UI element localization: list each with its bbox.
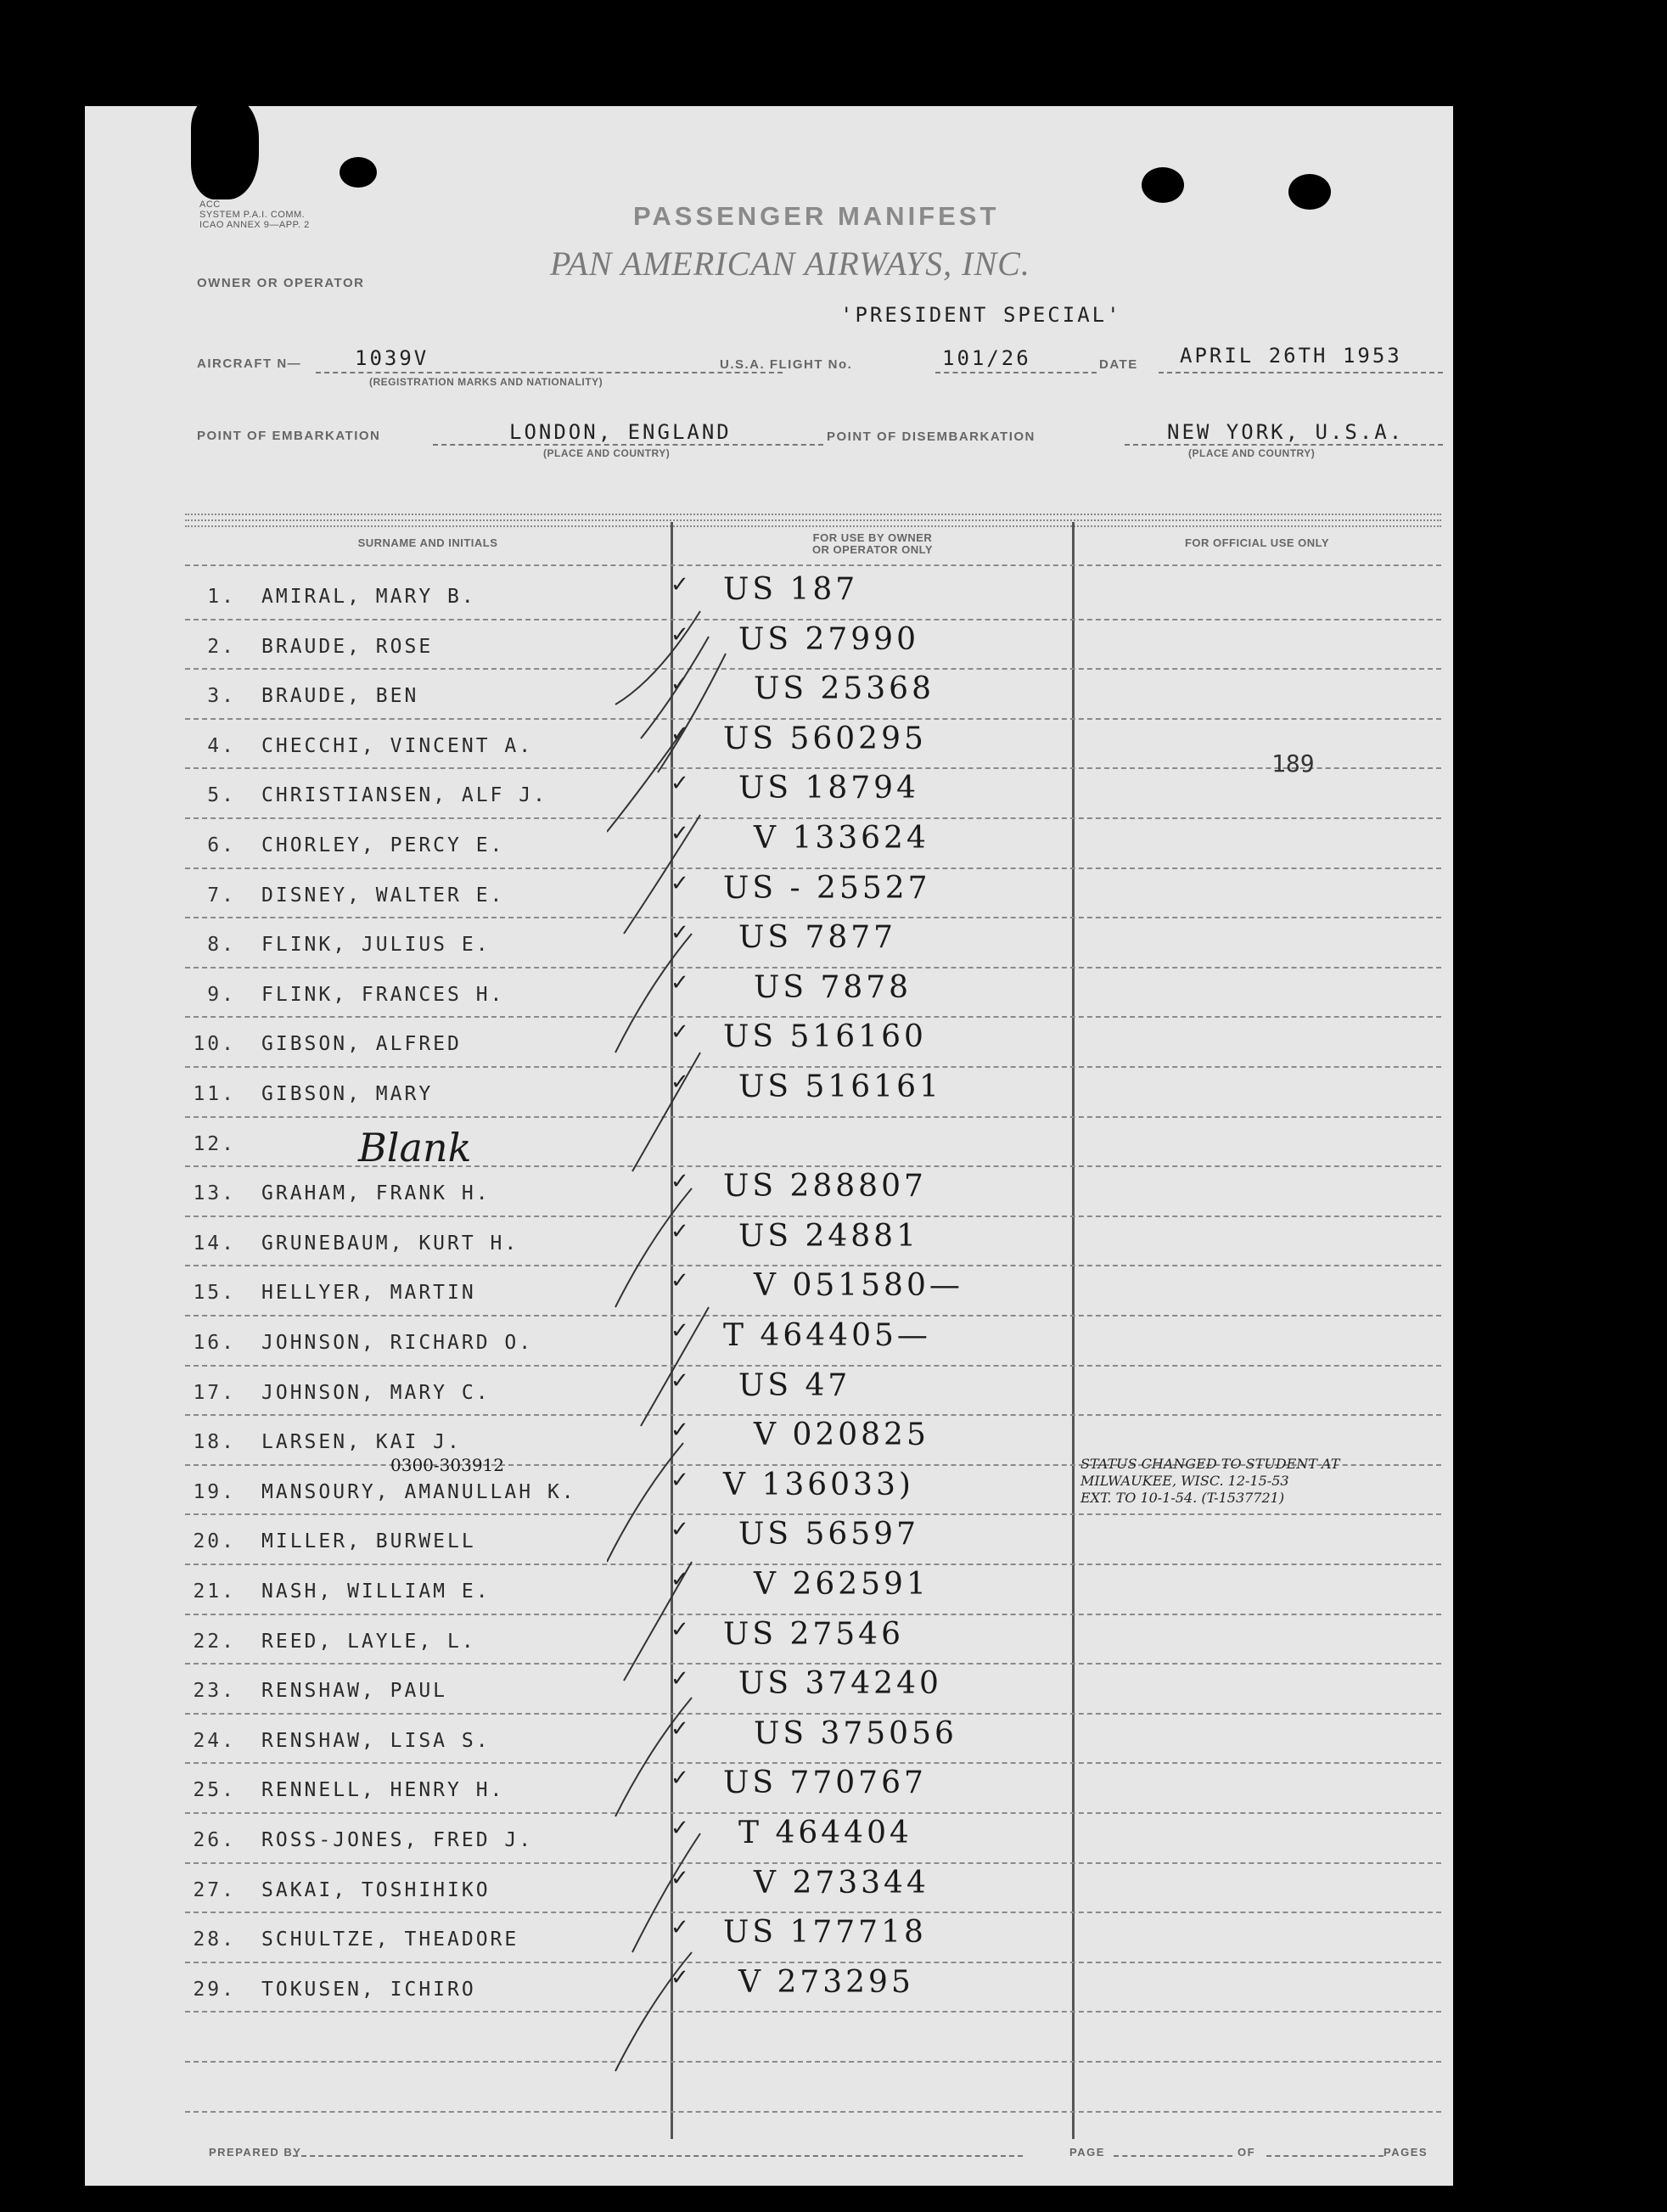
passport-number: US 288807 bbox=[723, 1169, 927, 1204]
passport-number: V 273344 bbox=[754, 1865, 929, 1900]
row-divider bbox=[185, 1862, 1441, 1864]
passport-number: US 24881 bbox=[738, 1218, 919, 1254]
check-mark: ✓ bbox=[671, 969, 689, 996]
row-number: 8. bbox=[207, 934, 236, 957]
row-number: 20. bbox=[193, 1530, 236, 1553]
form-title: PASSENGER MANIFEST bbox=[633, 201, 1000, 231]
passenger-name: DISNEY, WALTER E. bbox=[261, 884, 505, 907]
check-mark: ✓ bbox=[671, 1766, 689, 1792]
date-value: APRIL 26TH 1953 bbox=[1180, 344, 1402, 368]
aircraft-sub: (REGISTRATION MARKS AND NATIONALITY) bbox=[369, 376, 603, 388]
aircraft-value: 1039V bbox=[355, 346, 429, 370]
aircraft-label: AIRCRAFT N— bbox=[197, 357, 302, 371]
passport-number: V 262591 bbox=[754, 1567, 929, 1602]
row-divider bbox=[185, 1365, 1441, 1367]
row-number: 1. bbox=[207, 586, 236, 608]
row-divider bbox=[185, 1912, 1441, 1913]
row-divider bbox=[185, 1564, 1441, 1565]
punch-hole bbox=[340, 157, 377, 188]
official-note: STATUS CHANGED TO STUDENT AT MILWAUKEE, WISC. 12-15-53 EXT. TO 10-1-54. (T-1537721) bbox=[1080, 1456, 1340, 1506]
row-number: 10. bbox=[193, 1033, 236, 1056]
check-mark: ✓ bbox=[671, 870, 689, 896]
check-marks bbox=[607, 577, 777, 2122]
row-number: 23. bbox=[193, 1680, 236, 1703]
check-mark: ✓ bbox=[671, 920, 689, 946]
pages-label: PAGES bbox=[1384, 2146, 1428, 2159]
row-number: 5. bbox=[207, 784, 236, 807]
row-divider bbox=[185, 1812, 1441, 1814]
row-number: 17. bbox=[193, 1381, 236, 1404]
passenger-name: BRAUDE, ROSE bbox=[261, 635, 434, 658]
passport-number: US 25368 bbox=[754, 671, 935, 707]
passport-number: US 7878 bbox=[754, 969, 912, 1005]
passport-number: US 560295 bbox=[723, 721, 927, 756]
check-mark: ✓ bbox=[671, 621, 689, 648]
check-mark: ✓ bbox=[671, 1169, 689, 1195]
passport-number: V 133624 bbox=[754, 821, 929, 856]
row-number: 14. bbox=[193, 1232, 236, 1255]
prepared-by-label: PREPARED BY bbox=[209, 2146, 302, 2159]
row-number: 13. bbox=[193, 1182, 236, 1205]
row12-handwriting: Blank bbox=[358, 1125, 472, 1171]
row-divider bbox=[185, 1663, 1441, 1665]
passport-number: T 464405— bbox=[723, 1318, 931, 1353]
passenger-name: MILLER, BURWELL bbox=[261, 1530, 476, 1553]
passenger-name: CHORLEY, PERCY E. bbox=[261, 834, 505, 856]
passenger-name: HELLYER, MARTIN bbox=[261, 1282, 476, 1305]
row-divider bbox=[185, 1513, 1441, 1515]
row-number: 25. bbox=[193, 1779, 236, 1802]
row-divider bbox=[185, 1215, 1441, 1217]
passport-number: V 020825 bbox=[754, 1418, 929, 1453]
row-divider bbox=[185, 1265, 1441, 1266]
row-number: 21. bbox=[193, 1580, 236, 1603]
passport-number: US 27546 bbox=[723, 1616, 904, 1652]
row-number: 29. bbox=[193, 1978, 236, 2001]
check-mark: ✓ bbox=[671, 721, 689, 747]
passport-number: V 273295 bbox=[738, 1964, 914, 2000]
row-divider bbox=[185, 867, 1441, 869]
row-number: 22. bbox=[193, 1630, 236, 1653]
disembark-value: NEW YORK, U.S.A. bbox=[1167, 420, 1405, 444]
punch-hole bbox=[1288, 174, 1331, 210]
row-divider bbox=[185, 1762, 1441, 1764]
check-mark: ✓ bbox=[671, 1268, 689, 1294]
row-number: 18. bbox=[193, 1431, 236, 1454]
check-mark: ✓ bbox=[671, 1816, 689, 1841]
check-mark: ✓ bbox=[671, 1616, 689, 1642]
passport-number: US 7877 bbox=[738, 920, 897, 956]
punch-hole bbox=[1142, 167, 1184, 203]
passport-number: US 770767 bbox=[723, 1766, 927, 1801]
row-divider bbox=[185, 767, 1441, 769]
row-divider bbox=[185, 718, 1441, 720]
col-official: FOR OFFICIAL USE ONLY bbox=[1184, 536, 1330, 549]
check-mark: ✓ bbox=[671, 1666, 689, 1693]
check-mark: ✓ bbox=[671, 1218, 689, 1244]
check-mark: ✓ bbox=[671, 1367, 689, 1394]
check-mark: ✓ bbox=[671, 1567, 689, 1592]
passport-number: US 516161 bbox=[738, 1070, 942, 1104]
row-number: 12. bbox=[193, 1132, 236, 1155]
manifest-page bbox=[85, 106, 1453, 2186]
row-number: 24. bbox=[193, 1729, 236, 1752]
passenger-name: RENNELL, HENRY H. bbox=[261, 1779, 505, 1802]
row-number: 7. bbox=[207, 884, 236, 907]
passenger-name: TOKUSEN, ICHIRO bbox=[261, 1978, 476, 2001]
row-number: 3. bbox=[207, 685, 236, 708]
passport-number: US 27990 bbox=[738, 621, 919, 657]
row-divider bbox=[185, 1066, 1441, 1068]
row-number: 4. bbox=[207, 734, 236, 757]
row-divider bbox=[185, 817, 1441, 819]
flight-value: 101/26 bbox=[942, 346, 1031, 370]
airline-name: PAN AMERICAN AIRWAYS, INC. bbox=[550, 244, 1030, 283]
check-mark: ✓ bbox=[671, 771, 689, 797]
check-mark: ✓ bbox=[671, 1517, 689, 1543]
corner-blot bbox=[191, 106, 259, 199]
row-number: 2. bbox=[207, 635, 236, 658]
passenger-name: SAKAI, TOSHIHIKO bbox=[261, 1878, 491, 1901]
passenger-name: MANSOURY, AMANULLAH K. bbox=[261, 1480, 576, 1503]
check-mark: ✓ bbox=[671, 1964, 689, 1990]
check-mark: ✓ bbox=[671, 1418, 689, 1444]
row-number: 16. bbox=[193, 1332, 236, 1354]
passenger-name: REED, LAYLE, L. bbox=[261, 1630, 476, 1653]
passenger-name: FLINK, FRANCES H. bbox=[261, 983, 505, 1006]
page-label: PAGE bbox=[1069, 2146, 1105, 2159]
row-divider bbox=[185, 1962, 1441, 1963]
check-mark: ✓ bbox=[671, 1070, 689, 1095]
col-owner-use: FOR USE BY OWNER OR OPERATOR ONLY bbox=[811, 531, 934, 556]
embark-value: LONDON, ENGLAND bbox=[509, 420, 732, 444]
row-divider bbox=[185, 967, 1441, 968]
check-mark: ✓ bbox=[671, 821, 689, 846]
passport-number: US - 25527 bbox=[723, 870, 931, 906]
passport-number: US 18794 bbox=[738, 771, 919, 806]
passenger-name: ROSS-JONES, FRED J. bbox=[261, 1829, 534, 1851]
special-flight: 'PRESIDENT SPECIAL' bbox=[840, 303, 1122, 327]
check-mark: ✓ bbox=[671, 572, 689, 598]
check-mark: ✓ bbox=[671, 671, 689, 698]
embark-sub: (PLACE AND COUNTRY) bbox=[543, 447, 671, 459]
date-label: DATE bbox=[1099, 357, 1138, 372]
row-divider bbox=[185, 619, 1441, 620]
passenger-name: CHRISTIANSEN, ALF J. bbox=[261, 784, 547, 807]
col-surname: SURNAME AND INITIALS bbox=[357, 536, 498, 549]
passenger-name: LARSEN, KAI J. bbox=[261, 1431, 462, 1454]
passenger-name: JOHNSON, MARY C. bbox=[261, 1381, 491, 1404]
passport-number: US 187 bbox=[723, 572, 859, 607]
passenger-name: AMIRAL, MARY B. bbox=[261, 586, 476, 608]
row-divider bbox=[185, 1315, 1441, 1317]
passenger-name: GIBSON, MARY bbox=[261, 1083, 434, 1105]
passport-number: US 374240 bbox=[738, 1666, 942, 1702]
row19-annotation: 0300-303912 bbox=[390, 1455, 505, 1475]
passenger-name: BRAUDE, BEN bbox=[261, 685, 419, 708]
passenger-name: NASH, WILLIAM E. bbox=[261, 1580, 491, 1603]
owner-label: OWNER OR OPERATOR bbox=[197, 276, 365, 290]
passport-number: US 56597 bbox=[738, 1517, 919, 1552]
passenger-name: CHECCHI, VINCENT A. bbox=[261, 734, 534, 757]
passenger-name: JOHNSON, RICHARD O. bbox=[261, 1332, 534, 1354]
check-mark: ✓ bbox=[671, 1019, 689, 1046]
passenger-name: GIBSON, ALFRED bbox=[261, 1033, 462, 1056]
passport-number: US 47 bbox=[738, 1367, 851, 1403]
embark-label: POINT OF EMBARKATION bbox=[197, 429, 381, 443]
row-divider bbox=[185, 1016, 1441, 1018]
passport-number: V 051580— bbox=[754, 1268, 963, 1304]
passenger-name: SCHULTZE, THEADORE bbox=[261, 1928, 519, 1951]
passenger-name: FLINK, JULIUS E. bbox=[261, 934, 491, 957]
row-divider bbox=[185, 668, 1441, 670]
check-mark: ✓ bbox=[671, 1467, 689, 1493]
disembark-sub: (PLACE AND COUNTRY) bbox=[1188, 447, 1316, 459]
passenger-name: RENSHAW, PAUL bbox=[261, 1680, 448, 1703]
row-number: 11. bbox=[193, 1083, 236, 1105]
row-divider bbox=[185, 917, 1441, 918]
row-divider bbox=[185, 1713, 1441, 1715]
passport-number: US 516160 bbox=[723, 1019, 927, 1055]
check-mark: ✓ bbox=[671, 1915, 689, 1941]
passenger-name: GRAHAM, FRANK H. bbox=[261, 1182, 491, 1205]
passport-number: US 375056 bbox=[754, 1715, 957, 1751]
row-divider bbox=[185, 1614, 1441, 1615]
system-note: ACC SYSTEM P.A.I. COMM. ICAO ANNEX 9—APP. 2 bbox=[199, 199, 310, 230]
official-mark: 189 bbox=[1271, 749, 1315, 778]
row-divider bbox=[185, 1116, 1441, 1118]
row-number: 19. bbox=[193, 1480, 236, 1503]
passport-number: V 136033) bbox=[723, 1467, 914, 1502]
check-mark: ✓ bbox=[671, 1865, 689, 1891]
passport-number: US 177718 bbox=[723, 1915, 927, 1951]
passport-number: T 464404 bbox=[738, 1816, 912, 1850]
row-divider bbox=[185, 2111, 1441, 2113]
row-number: 28. bbox=[193, 1928, 236, 1951]
row-number: 6. bbox=[207, 834, 236, 856]
flight-label: U.S.A. FLIGHT No. bbox=[720, 357, 853, 372]
row-number: 26. bbox=[193, 1829, 236, 1851]
row-number: 27. bbox=[193, 1878, 236, 1901]
check-mark: ✓ bbox=[671, 1318, 689, 1344]
of-label: OF bbox=[1238, 2146, 1256, 2159]
column-divider bbox=[1072, 522, 1075, 2139]
passenger-name: RENSHAW, LISA S. bbox=[261, 1729, 491, 1752]
row-divider bbox=[185, 2061, 1441, 2063]
passenger-name: GRUNEBAUM, KURT H. bbox=[261, 1232, 519, 1255]
row-number: 15. bbox=[193, 1282, 236, 1305]
row-divider bbox=[185, 1414, 1441, 1416]
disembark-label: POINT OF DISEMBARKATION bbox=[827, 429, 1036, 444]
check-mark: ✓ bbox=[671, 1715, 689, 1742]
row-number: 9. bbox=[207, 983, 236, 1006]
row-divider bbox=[185, 2011, 1441, 2013]
